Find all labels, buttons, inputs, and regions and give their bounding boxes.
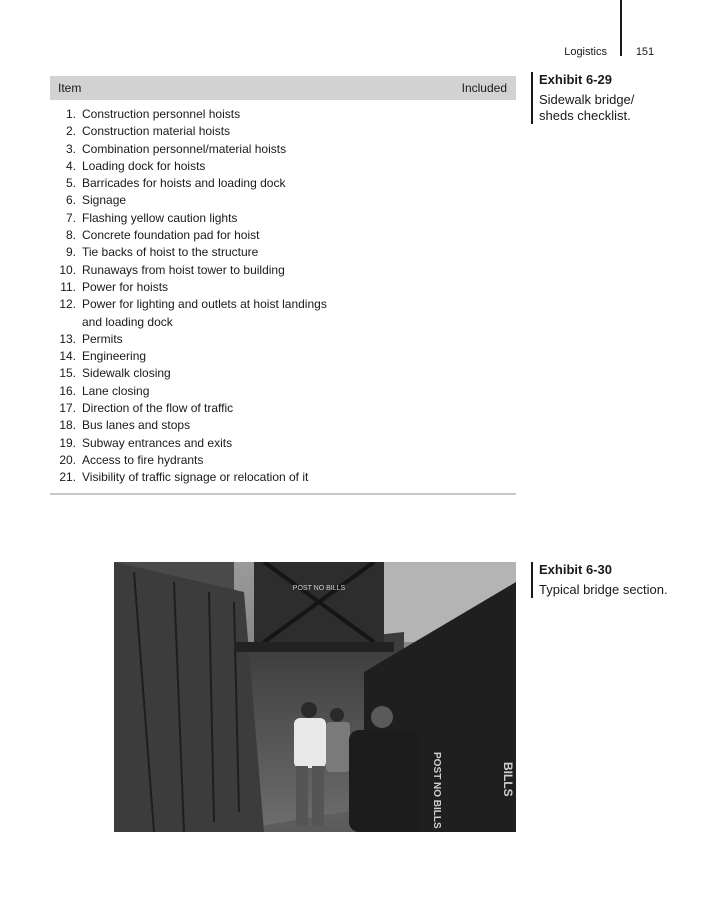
- row-number: 15.: [59, 366, 76, 381]
- checklist-row: [50, 158, 516, 175]
- checklist-row: [50, 383, 516, 400]
- exhibit-title: Exhibit 6-29: [539, 72, 612, 87]
- checklist-rows: [50, 100, 516, 493]
- checklist-row: [50, 262, 516, 279]
- sidewalk-bridge-photo: [114, 562, 516, 832]
- row-item-text: Construction personnel hoists: [82, 107, 241, 121]
- row-item-text: Power for hoists: [82, 279, 169, 294]
- checklist-row: [50, 279, 516, 296]
- row-item-text: Construction material hoists: [82, 124, 231, 139]
- row-number: 9.: [65, 245, 76, 260]
- row-item-text: Power for lighting and outlets at hoist landings and loading dock: [82, 297, 327, 329]
- checklist-row: [50, 400, 516, 417]
- checklist-row: [50, 435, 516, 452]
- checklist-row: [50, 123, 516, 140]
- checklist-row: [50, 348, 516, 365]
- row-item-text: Access to fire hydrants: [82, 452, 204, 467]
- row-number: 1.: [65, 107, 76, 121]
- checklist-row: [50, 141, 516, 158]
- row-number: 11.: [60, 279, 76, 294]
- photo-sign-top: POST NO BILLS: [292, 585, 346, 592]
- checklist-row: [50, 417, 516, 434]
- row-item-text: Loading dock for hoists: [82, 158, 206, 173]
- column-header-item: Item: [58, 81, 82, 95]
- row-number: 10.: [59, 262, 76, 277]
- row-item-text: Permits: [82, 331, 123, 346]
- row-item-text: Tie backs of hoist to the structure: [82, 245, 259, 260]
- row-number: 12.: [59, 297, 76, 312]
- checklist-row: [50, 175, 516, 192]
- row-number: 5.: [65, 176, 76, 191]
- row-number: 4.: [65, 158, 76, 173]
- exhibit-6-29-caption: [531, 72, 669, 124]
- row-item-text: Flashing yellow caution lights: [82, 210, 238, 225]
- row-item-text: Bus lanes and stops: [82, 418, 191, 433]
- row-item-text: Runaways from hoist tower to building: [82, 262, 285, 277]
- row-number: 14.: [59, 349, 76, 364]
- row-item-text: Signage: [82, 193, 127, 208]
- photo-sign-right-2: BILLS: [501, 762, 515, 797]
- header-rule: [620, 0, 622, 56]
- row-number: 6.: [65, 193, 76, 208]
- checklist-row: [50, 192, 516, 209]
- row-number: 19.: [59, 435, 76, 450]
- photo-sign-right-1: POST NO BILLS: [431, 752, 442, 829]
- exhibit-caption: Typical bridge section.: [539, 582, 668, 597]
- checklist-row: [50, 331, 516, 348]
- checklist-row: [50, 296, 516, 331]
- row-item-text: Visibility of traffic signage or relocation of it: [82, 470, 309, 485]
- checklist-table: [50, 76, 516, 495]
- checklist-row: [50, 227, 516, 244]
- row-item-text: Direction of the flow of traffic: [82, 401, 234, 416]
- table-header: [50, 76, 516, 100]
- page-number: 151: [635, 46, 655, 58]
- checklist-row: [50, 365, 516, 382]
- row-number: 16.: [59, 383, 76, 398]
- row-number: 18.: [59, 418, 76, 433]
- table-bottom-rule: [50, 493, 516, 495]
- row-item-text: Engineering: [82, 349, 147, 364]
- row-number: 20.: [59, 452, 76, 467]
- exhibit-6-30-caption: [531, 562, 669, 598]
- row-item-text: Combination personnel/material hoists: [82, 141, 287, 156]
- exhibit-caption: Sidewalk bridge/ sheds checklist.: [539, 92, 635, 123]
- exhibit-title: Exhibit 6-30: [539, 562, 612, 577]
- checklist-row: [50, 106, 516, 123]
- row-item-text: Barricades for hoists and loading dock: [82, 176, 286, 191]
- row-number: 3.: [65, 141, 76, 156]
- checklist-row: [50, 210, 516, 227]
- checklist-row: [50, 244, 516, 261]
- row-number: 8.: [65, 228, 76, 243]
- checklist-row: [50, 452, 516, 469]
- row-number: 21.: [59, 470, 76, 485]
- row-item-text: Sidewalk closing: [82, 366, 171, 381]
- row-number: 13.: [59, 331, 76, 346]
- row-number: 17.: [59, 401, 76, 416]
- row-item-text: Subway entrances and exits: [82, 435, 233, 450]
- row-number: 2.: [65, 124, 76, 139]
- checklist-row: [50, 469, 516, 486]
- row-item-text: Concrete foundation pad for hoist: [82, 228, 260, 243]
- row-item-text: Lane closing: [82, 383, 150, 398]
- column-header-included: Included: [461, 81, 507, 95]
- running-title: Logistics: [564, 46, 607, 58]
- row-number: 7.: [65, 210, 76, 225]
